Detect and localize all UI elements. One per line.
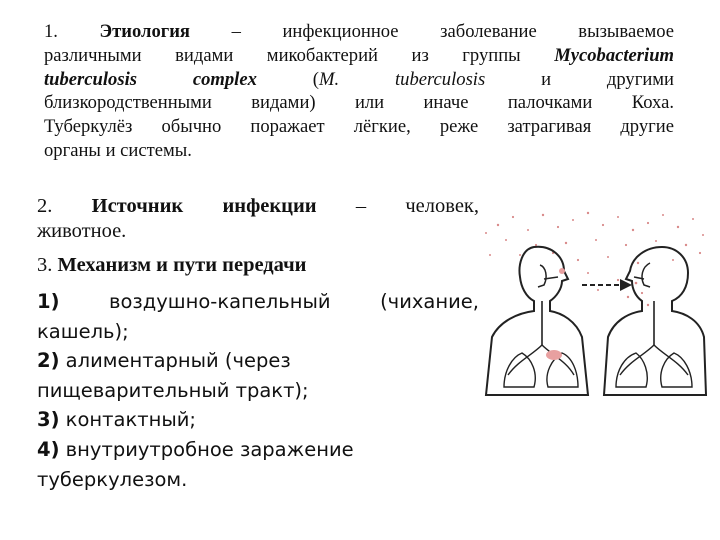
etiology-line-2: [44, 44, 674, 68]
genus-name: Mycobacterium: [554, 44, 674, 66]
mechanism-number: 3.: [37, 254, 53, 276]
genus-abbreviation: M.: [318, 68, 340, 90]
source-line-1: [37, 194, 479, 219]
etiology-line-1: [44, 20, 674, 44]
source-text-1: – человек,: [316, 195, 479, 217]
etiology-line-5: [44, 115, 674, 139]
paren-open: (: [312, 68, 319, 90]
routes-list: [37, 287, 479, 494]
etiology-text-5: Туберкулёз обычно поражает лёгкие, реже затрагивая другие: [44, 116, 674, 138]
right-person: [604, 247, 706, 395]
route-1-text-b: (чихание,: [380, 290, 479, 313]
etiology-paragraph: [44, 20, 674, 163]
source-text-2: животное.: [37, 220, 127, 242]
route-2-text-c: пищеварительный тракт);: [37, 378, 309, 402]
source-heading: Источник инфекции: [91, 195, 317, 217]
route-3-text: контактный;: [59, 408, 196, 432]
route-1-text-c: кашель);: [37, 319, 129, 343]
route-3-line-1: [37, 405, 479, 435]
source-section: [37, 194, 479, 244]
etiology-text-6: органы и системы.: [44, 139, 192, 161]
etiology-text-2: различными видами микобактерий из группы: [44, 44, 521, 66]
species-name: tuberculosis: [44, 68, 137, 90]
route-4-number: 4): [37, 437, 60, 461]
route-3-number: 3): [37, 408, 60, 432]
complex-word: complex: [192, 68, 257, 90]
airborne-transmission-illustration: [478, 205, 708, 425]
route-1-number: 1): [37, 290, 60, 313]
route-4-line-1: [37, 435, 479, 465]
etiology-heading: Этиология: [99, 21, 190, 42]
route-2-number: 2): [37, 349, 60, 373]
etiology-line-3: [44, 68, 674, 92]
mechanism-heading: Механизм и пути передачи: [57, 254, 307, 276]
etiology-text-4: близкородственными видами) или иначе палочками Коха.: [44, 92, 674, 114]
source-number: 2.: [37, 195, 53, 217]
transmission-arrow: [582, 279, 632, 291]
etiology-text-1: – инфекционное заболевание вызываемое: [190, 21, 674, 42]
etiology-line-4: [44, 91, 674, 115]
route-2-line-1: [37, 346, 479, 376]
route-1-text: воздушно-капельный: [59, 290, 331, 313]
left-person: [486, 247, 588, 395]
etiology-number: 1.: [44, 21, 58, 42]
route-2-text: алиментарный (через: [59, 349, 291, 373]
mechanism-section: [37, 253, 306, 278]
species-name-2: tuberculosis: [395, 68, 486, 90]
route-4-text-c: туберкулезом.: [37, 467, 188, 491]
etiology-text-3: и другими: [541, 68, 675, 90]
etiology-line-6: [44, 139, 674, 163]
route-1-line-1: [37, 287, 479, 317]
route-4-text: внутриутробное заражение: [59, 437, 354, 461]
